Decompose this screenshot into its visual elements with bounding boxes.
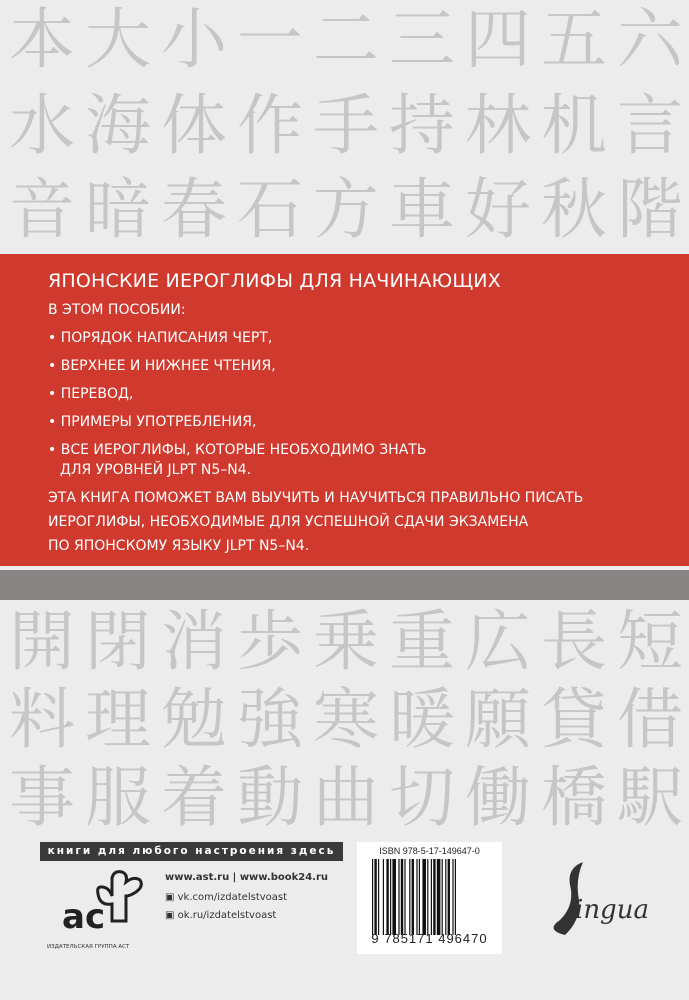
vk-url: vk.com/izdatelstvoast	[177, 892, 288, 903]
kanji-row	[4, 604, 688, 680]
feature-line: ДЛЯ УРОВНЕЙ JLPT N5–N4.	[60, 462, 252, 478]
paragraph-line: ПО ЯПОНСКОМУ ЯЗЫКУ JLPT N5–N4.	[48, 538, 310, 554]
kanji-char: 貸	[541, 682, 607, 758]
feature-item: • ПОРЯДОК НАПИСАНИЯ ЧЕРТ,	[48, 330, 273, 346]
kanji-char: 動	[237, 760, 303, 836]
barcode-bar	[404, 859, 405, 935]
barcode	[357, 842, 502, 954]
kanji-char: 作	[237, 88, 303, 164]
kanji-char: 歩	[237, 604, 303, 680]
kanji-char: 料	[9, 682, 75, 758]
barcode-bar	[445, 859, 446, 935]
kanji-char: 二	[313, 2, 379, 78]
book-title: ЯПОНСКИЕ ИЕРОГЛИФЫ ДЛЯ НАЧИНАЮЩИХ	[48, 270, 501, 292]
kanji-char: 着	[161, 760, 227, 836]
feature-item: • ПЕРЕВОД,	[48, 386, 134, 402]
vk-link[interactable]	[165, 892, 287, 903]
kanji-char: 六	[617, 2, 683, 78]
barcode-bars	[372, 859, 487, 935]
kanji-char: 春	[161, 172, 227, 248]
tagline: книги для любого настроения здесь	[40, 842, 343, 861]
barcode-bar	[427, 859, 428, 935]
kanji-char: 車	[389, 172, 455, 248]
kanji-char: 三	[389, 2, 455, 78]
kanji-char: 体	[161, 88, 227, 164]
kanji-char: 水	[9, 88, 75, 164]
kanji-char: 持	[389, 88, 455, 164]
kanji-char: 方	[313, 172, 379, 248]
kanji-char: 小	[161, 2, 227, 78]
kanji-row	[4, 2, 688, 78]
ast-logo	[50, 866, 150, 936]
kanji-char: 駅	[617, 760, 683, 836]
kanji-char: 本	[9, 2, 75, 78]
barcode-bar	[437, 859, 441, 935]
kanji-char: 寒	[313, 682, 379, 758]
feature-item: • ПРИМЕРЫ УПОТРЕБЛЕНИЯ,	[48, 414, 257, 430]
gray-band	[0, 570, 689, 600]
kanji-char: 一	[237, 2, 303, 78]
kanji-char: 秋	[541, 172, 607, 248]
barcode-bar	[386, 859, 388, 935]
kanji-char: 乗	[313, 604, 379, 680]
publisher-caption: ИЗДАТЕЛЬСКАЯ ГРУППА АСТ	[47, 944, 130, 950]
kanji-char: 橋	[541, 760, 607, 836]
kanji-row	[4, 760, 688, 836]
ean-number: 9 785171 496470	[371, 931, 488, 946]
barcode-bar	[412, 859, 414, 935]
barcode-bar	[383, 859, 384, 935]
kanji-char: 五	[541, 2, 607, 78]
kanji-char: 林	[465, 88, 531, 164]
kanji-char: 暗	[85, 172, 151, 248]
lingua-logo	[535, 860, 665, 940]
barcode-bar	[374, 859, 376, 935]
kanji-char: 長	[541, 604, 607, 680]
kanji-char: 暖	[389, 682, 455, 758]
feature-item	[48, 440, 689, 486]
kanji-char: 石	[237, 172, 303, 248]
barcode-bar	[452, 859, 453, 935]
kanji-row	[4, 88, 688, 164]
vk-icon: ▣	[165, 892, 178, 903]
kanji-char: 働	[465, 760, 531, 836]
barcode-bar	[372, 859, 373, 935]
barcode-bar	[390, 859, 391, 935]
kanji-char: 四	[465, 2, 531, 78]
ok-link[interactable]	[165, 910, 276, 921]
kanji-char: 手	[313, 88, 379, 164]
barcode-bar	[409, 859, 410, 935]
description-panel	[0, 254, 689, 566]
kanji-char: 閉	[85, 604, 151, 680]
svg-text:ac: ac	[62, 897, 106, 936]
kanji-char: 切	[389, 760, 455, 836]
kanji-char: 開	[9, 604, 75, 680]
kanji-char: 服	[85, 760, 151, 836]
kanji-char: 短	[617, 604, 683, 680]
kanji-char: 事	[9, 760, 75, 836]
kanji-char: 消	[161, 604, 227, 680]
kanji-char: 言	[617, 88, 683, 164]
barcode-bar	[398, 859, 399, 935]
barcode-bar	[392, 859, 396, 935]
kanji-row	[4, 682, 688, 758]
ok-icon: ▣	[165, 910, 178, 921]
kanji-char: 理	[85, 682, 151, 758]
kanji-char: 好	[465, 172, 531, 248]
kanji-char: 階	[617, 172, 683, 248]
barcode-bar	[442, 859, 443, 935]
kanji-char: 勉	[161, 682, 227, 758]
feature-item: • ВЕРХНЕЕ И НИЖНЕЕ ЧТЕНИЯ,	[48, 358, 276, 374]
intro-text: В ЭТОМ ПОСОБИИ:	[48, 302, 186, 318]
kanji-char: 音	[9, 172, 75, 248]
ok-url: ok.ru/izdatelstvoast	[177, 910, 277, 921]
kanji-char: 大	[85, 2, 151, 78]
svg-text:ingua: ingua	[575, 895, 649, 925]
barcode-bar	[419, 859, 420, 935]
paragraph-line: ИЕРОГЛИФЫ, НЕОБХОДИМЫЕ ДЛЯ УСПЕШНОЙ СДАЧИ ЭКЗАМЕНА	[48, 514, 529, 530]
kanji-char: 海	[85, 88, 151, 164]
kanji-row	[4, 172, 688, 248]
kanji-char: 重	[389, 604, 455, 680]
feature-line: • ВСЕ ИЕРОГЛИФЫ, КОТОРЫЕ НЕОБХОДИМО ЗНАТЬ	[48, 442, 427, 458]
barcode-bar	[448, 859, 450, 935]
isbn: ISBN 978-5-17-149647-0	[379, 846, 480, 856]
description-paragraph	[48, 486, 689, 558]
barcode-bar	[416, 859, 417, 935]
kanji-char: 願	[465, 682, 531, 758]
websites-link[interactable]: www.ast.ru | www.book24.ru	[165, 872, 329, 883]
barcode-bar	[401, 859, 403, 935]
kanji-char: 借	[617, 682, 683, 758]
kanji-char: 机	[541, 88, 607, 164]
barcode-bar	[422, 859, 426, 935]
barcode-bar	[455, 859, 456, 935]
barcode-bar	[431, 859, 432, 935]
paragraph-line: ЭТА КНИГА ПОМОЖЕТ ВАМ ВЫУЧИТЬ И НАУЧИТЬСЯ ПРАВИЛЬНО ПИСАТЬ	[48, 490, 584, 506]
barcode-bar	[433, 859, 435, 935]
kanji-char: 広	[465, 604, 531, 680]
kanji-char: 曲	[313, 760, 379, 836]
barcode-bar	[378, 859, 379, 935]
kanji-char: 強	[237, 682, 303, 758]
